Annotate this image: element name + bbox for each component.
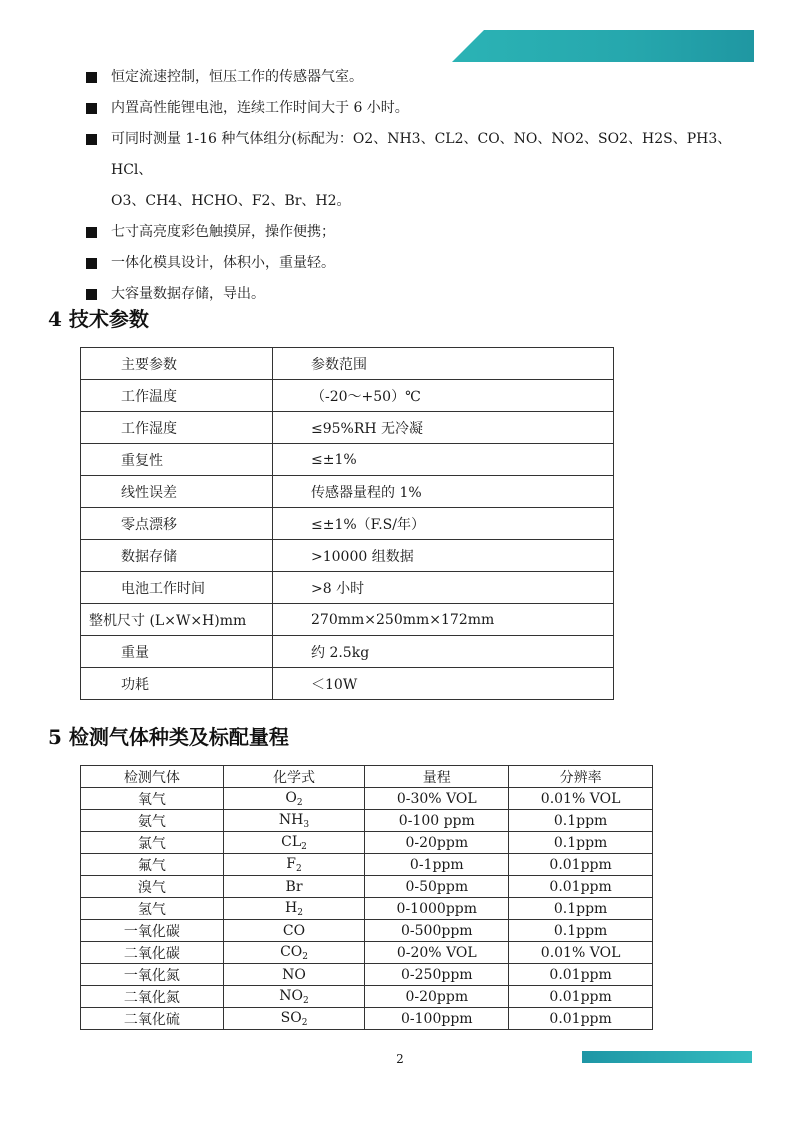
chemical-formula [223, 810, 365, 832]
measure-range: 0-1ppm [365, 854, 509, 876]
gas-name: 氟气 [81, 854, 224, 876]
table-row [81, 942, 653, 964]
resolution: 0.01% VOL [509, 788, 653, 810]
resolution: 0.01ppm [509, 986, 653, 1008]
resolution: 0.01ppm [509, 1008, 653, 1030]
gas-name: 氧气 [81, 788, 224, 810]
measure-range: 0-1000ppm [365, 898, 509, 920]
gas-name: 一氧化碳 [81, 920, 224, 942]
table-row [81, 540, 614, 572]
param-value: 传感器量程的 1% [273, 476, 614, 508]
param-value: >10000 组数据 [273, 540, 614, 572]
table-row [81, 1008, 653, 1030]
formula-subscript: 2 [303, 995, 309, 1006]
table-row [81, 920, 653, 942]
param-name: 功耗 [81, 668, 273, 700]
param-name: 工作温度 [81, 380, 273, 412]
formula-subscript: 2 [297, 907, 303, 918]
table-row [81, 412, 614, 444]
table-row [81, 604, 614, 636]
param-name: 重复性 [81, 444, 273, 476]
table-header-row [81, 766, 653, 788]
resolution: 0.1ppm [509, 920, 653, 942]
measure-range: 0-100ppm [365, 1008, 509, 1030]
gas-range-table [80, 765, 653, 1030]
formula-main: O [285, 789, 297, 806]
param-name: 零点漂移 [81, 508, 273, 540]
measure-range: 0-500ppm [365, 920, 509, 942]
table-row [81, 810, 653, 832]
resolution: 0.1ppm [509, 810, 653, 832]
param-value: 约 2.5kg [273, 636, 614, 668]
resolution: 0.1ppm [509, 832, 653, 854]
header-cell: 量程 [365, 766, 509, 788]
square-bullet-icon [86, 258, 97, 269]
formula-main: NO [279, 987, 304, 1004]
feature-item: 内置高性能锂电池，连续工作时间大于 6 小时。 [86, 93, 766, 124]
feature-item: 可同时测量 1-16 种气体组分(标配为：O2、NH3、CL2、CO、NO、NO2、SO2、H2S、PH3、HCl、 O3、CH4、HCHO、F2、Br、H2。 [86, 124, 766, 217]
measure-range: 0-20ppm [365, 986, 509, 1008]
square-bullet-icon [86, 103, 97, 114]
gas-name: 溴气 [81, 876, 224, 898]
formula-main: CO [280, 943, 303, 960]
formula-subscript: 2 [301, 841, 307, 852]
formula-main: NH [278, 811, 304, 828]
table-row [81, 854, 653, 876]
param-value: ≤±1%（F.S/年） [273, 508, 614, 540]
measure-range: 0-250ppm [365, 964, 509, 986]
resolution: 0.01% VOL [509, 942, 653, 964]
formula-main: Br [285, 878, 303, 895]
table-row [81, 876, 653, 898]
measure-range: 0-20ppm [365, 832, 509, 854]
formula-main: F [286, 855, 297, 872]
gas-name: 氢气 [81, 898, 224, 920]
feature-list [86, 62, 766, 310]
chemical-formula [223, 854, 365, 876]
table-row [81, 788, 653, 810]
header-cell: 化学式 [223, 766, 365, 788]
measure-range: 0-30% VOL [365, 788, 509, 810]
table-row [81, 476, 614, 508]
gas-name: 一氧化氮 [81, 964, 224, 986]
table-row [81, 444, 614, 476]
square-bullet-icon [86, 227, 97, 238]
chemical-formula [223, 1008, 365, 1030]
formula-subscript: 2 [296, 797, 303, 808]
param-name: 数据存储 [81, 540, 273, 572]
resolution: 0.01ppm [509, 876, 653, 898]
page-number: 2 [396, 1052, 404, 1066]
chemical-formula [223, 832, 365, 854]
table-row [81, 986, 653, 1008]
table-row [81, 508, 614, 540]
square-bullet-icon [86, 134, 97, 145]
section-heading-gas-types: 5 检测气体种类及标配量程 [48, 725, 289, 749]
table-row [81, 380, 614, 412]
section-heading-tech-params: 4 技术参数 [48, 307, 149, 331]
measure-range: 0-100 ppm [365, 810, 509, 832]
header-cell: 检测气体 [81, 766, 224, 788]
formula-subscript: 2 [301, 1017, 308, 1028]
resolution: 0.01ppm [509, 964, 653, 986]
param-name: 重量 [81, 636, 273, 668]
param-value: 270mm×250mm×172mm [273, 604, 614, 636]
tech-params-table [80, 347, 614, 700]
param-name: 整机尺寸 (L×W×H)mm [81, 604, 273, 636]
square-bullet-icon [86, 289, 97, 300]
formula-subscript: 2 [296, 863, 302, 874]
chemical-formula [223, 964, 365, 986]
table-row [81, 964, 653, 986]
table-header-row [81, 348, 614, 380]
feature-item: 一体化模具设计，体积小，重量轻。 [86, 248, 766, 279]
table-row [81, 668, 614, 700]
chemical-formula [223, 788, 365, 810]
feature-item: 恒定流速控制，恒压工作的传感器气室。 [86, 62, 766, 93]
table-row [81, 832, 653, 854]
table-row [81, 572, 614, 604]
measure-range: 0-50ppm [365, 876, 509, 898]
param-value: >8 小时 [273, 572, 614, 604]
gas-name: 二氧化碳 [81, 942, 224, 964]
measure-range: 0-20% VOL [365, 942, 509, 964]
header-cell: 主要参数 [81, 348, 273, 380]
header-cell: 分辨率 [509, 766, 653, 788]
formula-subscript: 2 [302, 951, 308, 962]
param-value: ≤95%RH 无冷凝 [273, 412, 614, 444]
chemical-formula [223, 876, 365, 898]
resolution: 0.01ppm [509, 854, 653, 876]
feature-item: 七寸高亮度彩色触摸屏，操作便携； [86, 217, 766, 248]
gas-name: 氯气 [81, 832, 224, 854]
param-value: （-20～+50）℃ [273, 380, 614, 412]
resolution: 0.1ppm [509, 898, 653, 920]
chemical-formula [223, 920, 365, 942]
param-name: 线性误差 [81, 476, 273, 508]
param-value: ＜10W [273, 668, 614, 700]
gas-table-body [81, 788, 653, 1030]
chemical-formula [223, 942, 365, 964]
param-name: 工作湿度 [81, 412, 273, 444]
table-row [81, 636, 614, 668]
gas-name: 氨气 [81, 810, 224, 832]
gas-name: 二氧化氮 [81, 986, 224, 1008]
formula-main: CL [281, 833, 302, 850]
formula-main: CO [282, 922, 306, 939]
param-value: ≤±1% [273, 444, 614, 476]
square-bullet-icon [86, 72, 97, 83]
chemical-formula [223, 986, 365, 1008]
formula-subscript: 3 [303, 819, 310, 830]
chemical-formula [223, 898, 365, 920]
gas-name: 二氧化硫 [81, 1008, 224, 1030]
feature-item: 大容量数据存储，导出。 [86, 279, 766, 310]
header-accent-bar [452, 30, 754, 62]
formula-main: NO [282, 966, 306, 983]
formula-main: SO [280, 1009, 302, 1026]
formula-main: H [285, 899, 298, 916]
table-row [81, 898, 653, 920]
param-name: 电池工作时间 [81, 572, 273, 604]
header-cell: 参数范围 [273, 348, 614, 380]
